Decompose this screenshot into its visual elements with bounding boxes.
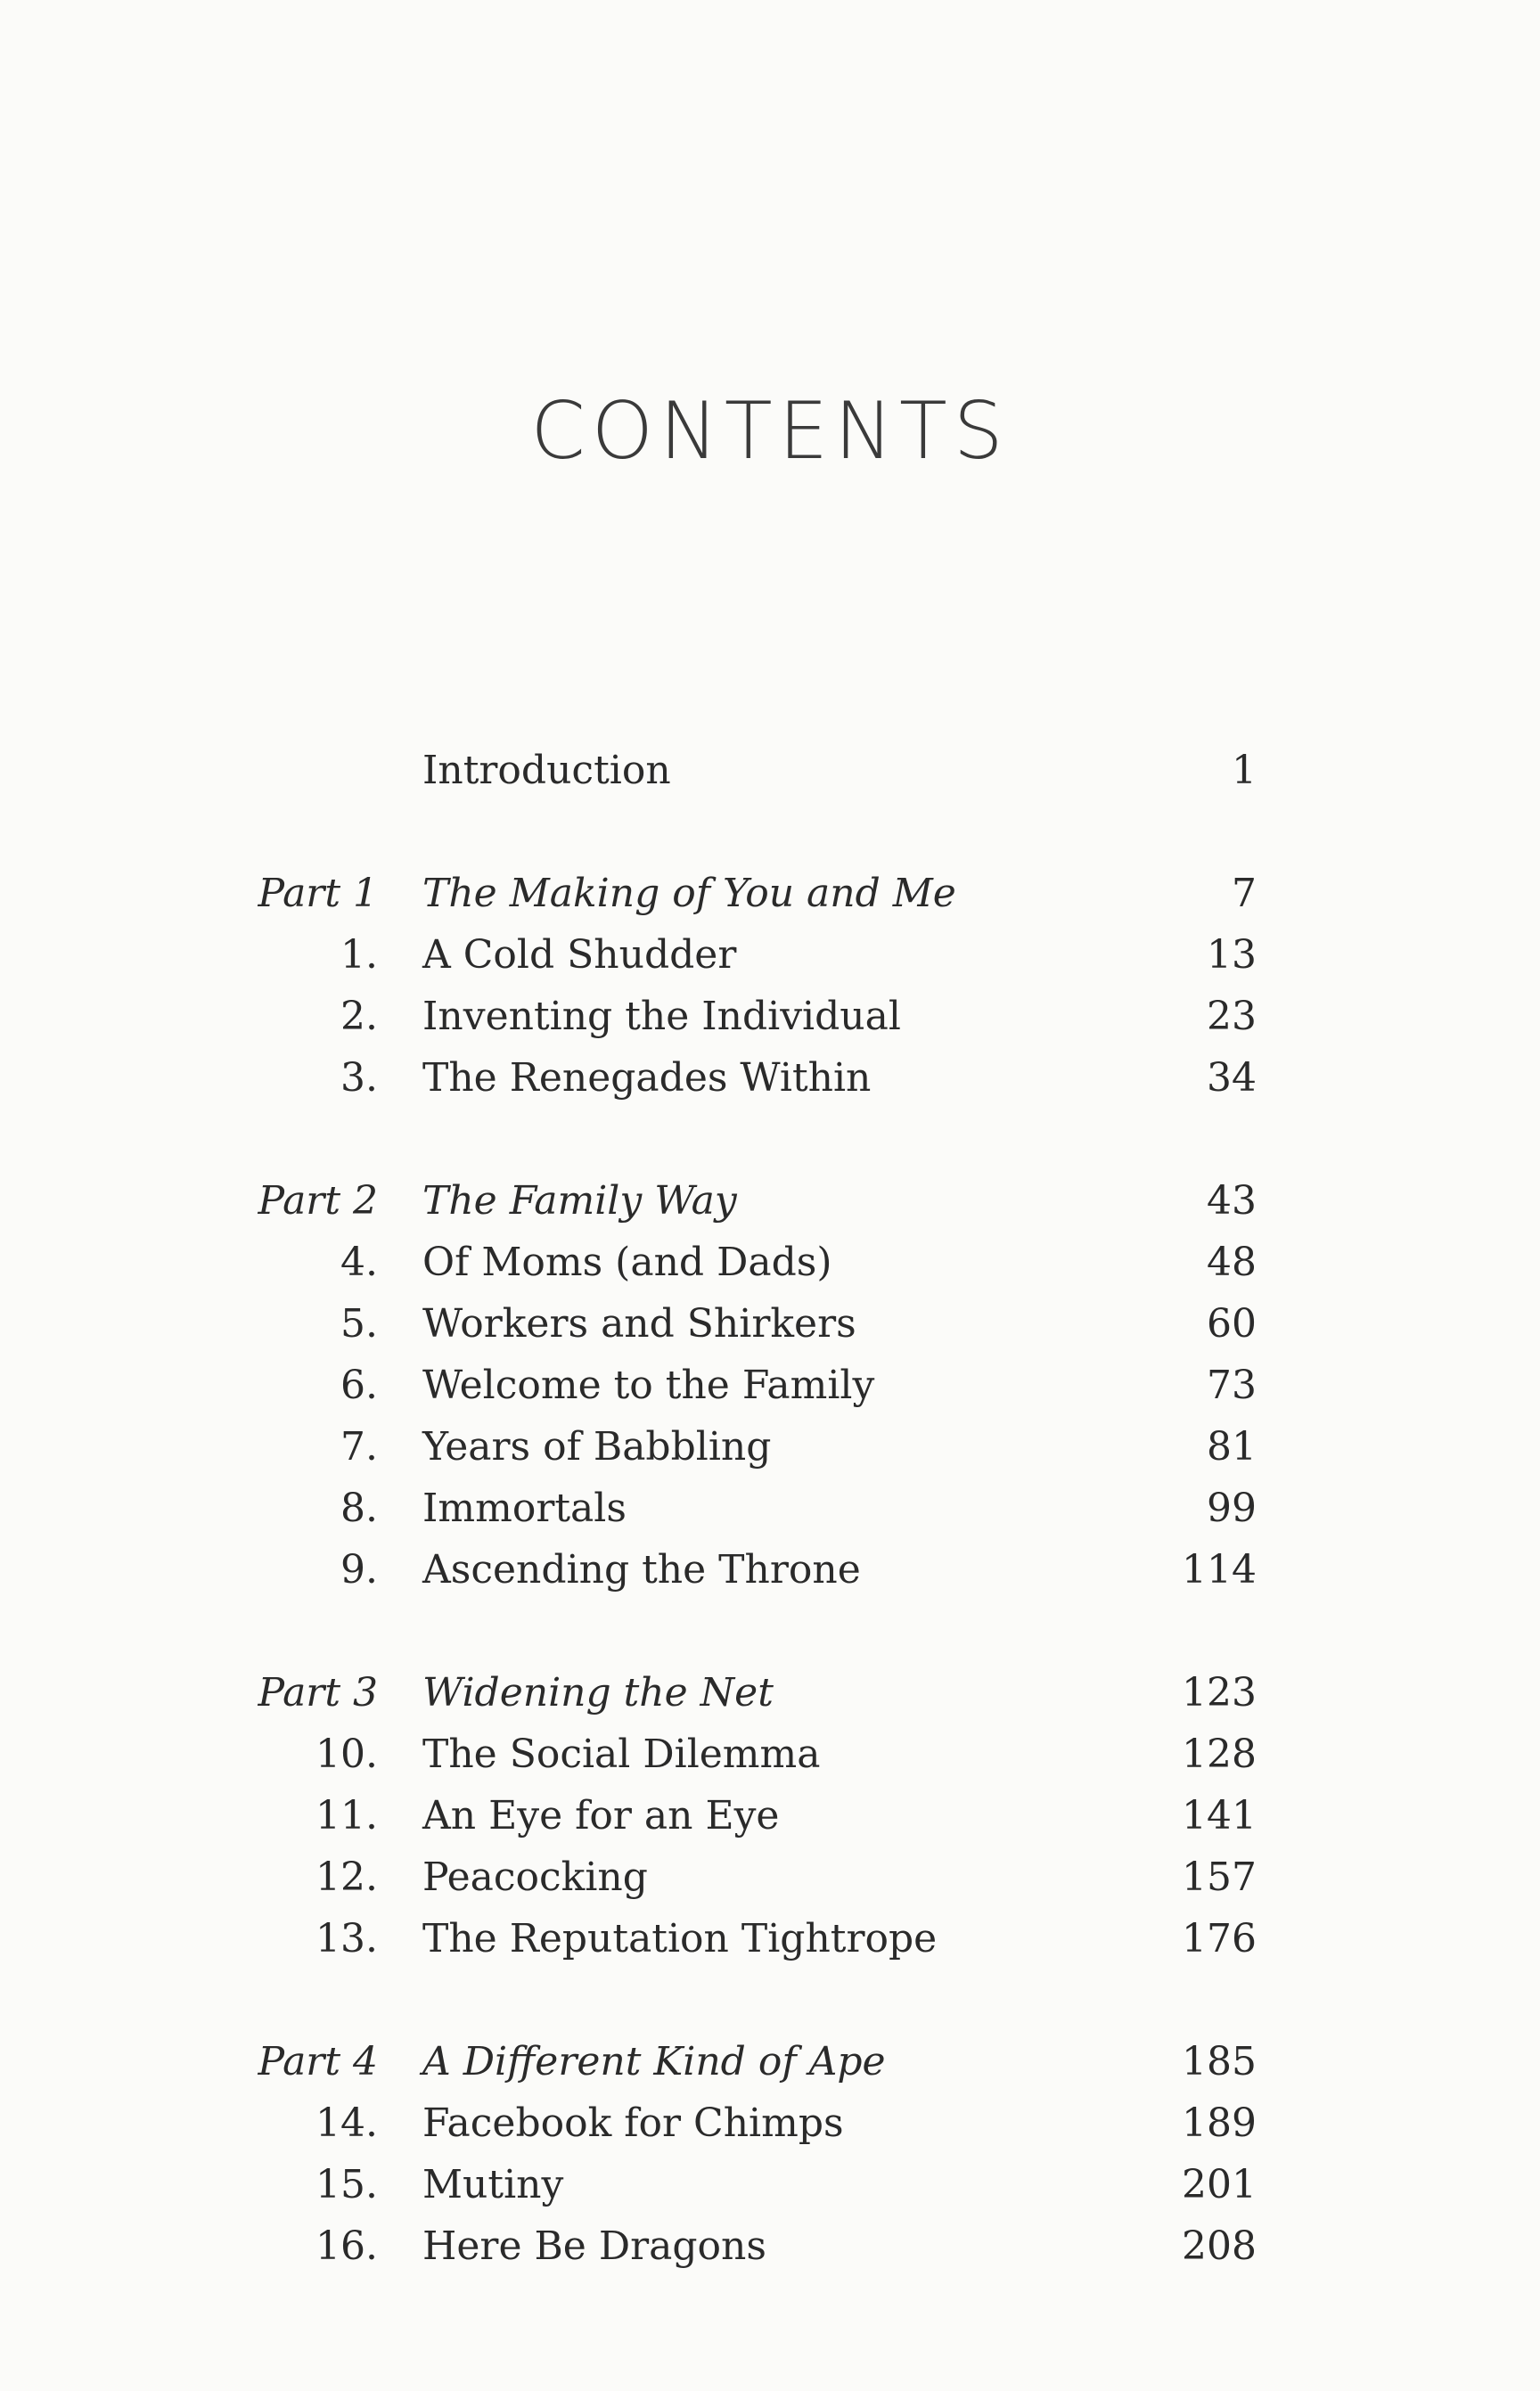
chapter-number: 14. <box>315 2100 378 2146</box>
part-label: Part 3 <box>258 1670 378 1715</box>
part-page: 7 <box>1232 871 1257 916</box>
toc-chapter <box>0 1293 1540 1355</box>
chapter-number: 12. <box>315 1855 378 1900</box>
toc-chapter <box>0 1232 1540 1293</box>
section-gap <box>0 801 1540 863</box>
chapter-page: 157 <box>1182 1855 1257 1900</box>
toc-chapter <box>0 986 1540 1047</box>
toc-chapter <box>0 2154 1540 2215</box>
toc-chapter <box>0 2092 1540 2154</box>
chapter-title: Immortals <box>422 1486 627 1531</box>
chapter-page: 201 <box>1182 2162 1257 2207</box>
chapter-number: 10. <box>315 1732 378 1777</box>
toc-entry-introduction <box>0 740 1540 801</box>
part-title: The Making of You and Me <box>422 871 956 916</box>
part-label: Part 4 <box>258 2039 378 2084</box>
toc-chapter <box>0 2215 1540 2277</box>
chapter-page: 99 <box>1207 1486 1257 1531</box>
toc-chapter <box>0 1478 1540 1539</box>
chapter-page: 176 <box>1182 1916 1257 1961</box>
chapter-page: 23 <box>1207 994 1257 1039</box>
chapter-title: Years of Babbling <box>422 1424 772 1470</box>
chapter-number: 3. <box>340 1055 378 1101</box>
toc-part-heading <box>0 1170 1540 1232</box>
toc-part-heading <box>0 863 1540 924</box>
part-label: Part 2 <box>258 1178 378 1224</box>
toc-chapter <box>0 924 1540 986</box>
chapter-number: 5. <box>340 1301 378 1347</box>
toc-chapter <box>0 1846 1540 1908</box>
toc-chapter <box>0 1785 1540 1846</box>
chapter-number: 16. <box>315 2223 378 2269</box>
toc-entry-page: 1 <box>1232 748 1257 793</box>
chapter-title: Peacocking <box>422 1855 648 1900</box>
section-gap <box>0 1969 1540 2031</box>
part-title: Widening the Net <box>422 1670 774 1715</box>
chapter-page: 60 <box>1207 1301 1257 1347</box>
chapter-number: 6. <box>340 1363 378 1408</box>
toc-chapter <box>0 1908 1540 1969</box>
chapter-title: Welcome to the Family <box>422 1363 875 1408</box>
chapter-page: 13 <box>1207 932 1257 978</box>
chapter-page: 208 <box>1182 2223 1257 2269</box>
toc-chapter <box>0 1539 1540 1601</box>
chapter-number: 7. <box>340 1424 378 1470</box>
chapter-title: Of Moms (and Dads) <box>422 1240 832 1285</box>
chapter-page: 141 <box>1182 1793 1257 1838</box>
part-title: A Different Kind of Ape <box>422 2039 886 2084</box>
chapter-page: 34 <box>1207 1055 1257 1101</box>
chapter-number: 8. <box>340 1486 378 1531</box>
chapter-number: 2. <box>340 994 378 1039</box>
chapter-number: 11. <box>315 1793 378 1838</box>
table-of-contents <box>0 740 1540 2277</box>
chapter-title: The Renegades Within <box>422 1055 872 1101</box>
chapter-title: The Reputation Tightrope <box>422 1916 938 1961</box>
part-page: 43 <box>1207 1178 1257 1224</box>
toc-chapter <box>0 1724 1540 1785</box>
chapter-number: 15. <box>315 2162 378 2207</box>
chapter-number: 13. <box>315 1916 378 1961</box>
chapter-title: Inventing the Individual <box>422 994 901 1039</box>
chapter-title: Here Be Dragons <box>422 2223 766 2269</box>
toc-chapter <box>0 1416 1540 1478</box>
page-title: CONTENTS <box>530 385 1010 477</box>
chapter-title: An Eye for an Eye <box>422 1793 780 1838</box>
chapter-title: Ascending the Throne <box>422 1547 861 1593</box>
chapter-page: 114 <box>1182 1547 1257 1593</box>
chapter-title: Workers and Shirkers <box>422 1301 856 1347</box>
chapter-page: 189 <box>1182 2100 1257 2146</box>
chapter-page: 81 <box>1207 1424 1257 1470</box>
part-title: The Family Way <box>422 1178 737 1224</box>
chapter-number: 4. <box>340 1240 378 1285</box>
chapter-title: A Cold Shudder <box>422 932 737 978</box>
toc-chapter <box>0 1047 1540 1109</box>
chapter-page: 48 <box>1207 1240 1257 1285</box>
chapter-page: 73 <box>1207 1363 1257 1408</box>
chapter-title: Facebook for Chimps <box>422 2100 844 2146</box>
chapter-page: 128 <box>1182 1732 1257 1777</box>
chapter-number: 9. <box>340 1547 378 1593</box>
part-page: 123 <box>1182 1670 1257 1715</box>
toc-chapter <box>0 1355 1540 1416</box>
toc-entry-title: Introduction <box>422 748 671 793</box>
section-gap <box>0 1109 1540 1170</box>
toc-part-heading <box>0 2031 1540 2092</box>
chapter-title: Mutiny <box>422 2162 564 2207</box>
chapter-title: The Social Dilemma <box>422 1732 821 1777</box>
part-label: Part 1 <box>258 871 378 916</box>
toc-part-heading <box>0 1662 1540 1724</box>
section-gap <box>0 1601 1540 1662</box>
chapter-number: 1. <box>340 932 378 978</box>
part-page: 185 <box>1182 2039 1257 2084</box>
